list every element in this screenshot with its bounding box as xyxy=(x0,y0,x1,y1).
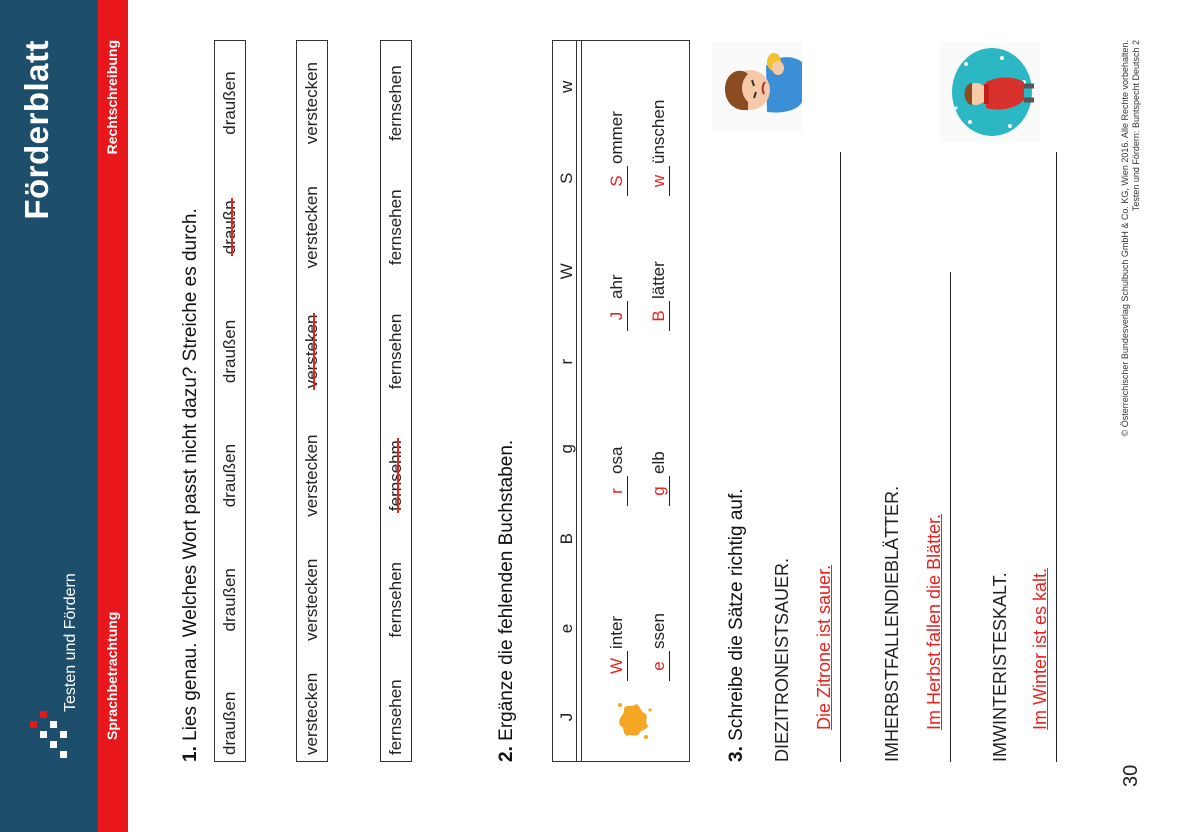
word-cell: draußen xyxy=(220,319,239,384)
word-row-1 xyxy=(214,40,246,762)
word-cell-struck[interactable] xyxy=(302,289,322,413)
fill-item: essen xyxy=(649,613,670,681)
word-cell: fernsehen xyxy=(386,561,405,638)
fill-item: rosa xyxy=(607,447,628,506)
copyright-footer xyxy=(1120,40,1142,436)
subject-right: Rechtschreibung xyxy=(104,40,120,155)
answer-blank[interactable]: e xyxy=(649,651,670,681)
answer-blank[interactable]: S xyxy=(607,166,628,196)
word-cell: draußen xyxy=(220,443,239,508)
letter: r xyxy=(557,358,576,365)
copyright-line: Testen und Fördern: Buntspecht Deutsch 2 xyxy=(1131,40,1141,212)
word-row-2 xyxy=(296,40,328,762)
letter: w xyxy=(557,80,576,94)
answer-blank[interactable]: W xyxy=(607,651,628,681)
task2-number: 2. xyxy=(496,746,517,762)
answer-sentence[interactable]: Im Herbst fallen die Blätter. xyxy=(924,513,944,730)
word-cell: fernsehen xyxy=(386,189,405,266)
word-cell: fernsehen xyxy=(386,313,405,390)
answer-line xyxy=(1056,152,1057,762)
answer-sentence[interactable]: Im Winter ist es kalt. xyxy=(1030,567,1050,730)
letter: e xyxy=(557,623,576,634)
word-cell: fernsehen xyxy=(386,65,405,141)
answer-sentence[interactable]: Die Zitrone ist sauer. xyxy=(814,564,834,730)
letter: B xyxy=(557,532,576,545)
jumbled-sentence: IMHERBSTFALLENDIEBLÄTTER. xyxy=(882,485,902,762)
task1-heading xyxy=(180,208,202,762)
answer-blank[interactable]: w xyxy=(649,166,670,196)
task3-heading xyxy=(726,488,748,762)
copyright-line: © Österreichischer Bundesverlag Schulbuch GmbH & Co. KG, Wien 2016. Alle Rechte vorbehalten. xyxy=(1120,40,1130,437)
struck-word: draußn xyxy=(220,200,239,255)
task2-heading xyxy=(496,440,518,762)
word-cell: draußen xyxy=(220,71,239,135)
letter: W xyxy=(557,263,576,280)
task3-number: 3. xyxy=(726,746,747,762)
page-number: 30 xyxy=(1120,764,1142,787)
task2-instruction: Ergänze die fehlenden Buchstaben. xyxy=(496,439,517,741)
jumbled-sentence: IMWINTERISTESKALT. xyxy=(990,572,1010,762)
answer-line xyxy=(950,272,951,762)
fill-item: wünschen xyxy=(649,100,670,196)
fill-item: Winter xyxy=(607,616,628,681)
answer-blank[interactable]: J xyxy=(607,301,628,331)
letter: g xyxy=(557,444,576,454)
winter-boy-illustration-icon xyxy=(940,42,1040,142)
fill-item: gelb xyxy=(649,451,670,506)
word-cell-struck[interactable] xyxy=(386,414,406,538)
task1-instruction: Lies genau. Welches Wort passt nicht dazu? Streiche es durch. xyxy=(180,208,201,741)
word-cell: verstecken xyxy=(302,672,321,755)
word-cell: verstecken xyxy=(302,434,321,517)
task3-instruction: Schreibe die Sätze richtig auf. xyxy=(726,488,747,741)
letter: J xyxy=(557,712,576,722)
fill-item: Jahr xyxy=(607,274,628,331)
task1-number: 1. xyxy=(180,746,201,762)
answer-blank[interactable]: g xyxy=(649,476,670,506)
brand-name: Testen und Fördern xyxy=(62,573,79,712)
word-cell: draußen xyxy=(220,691,239,755)
word-cell: draußen xyxy=(220,568,239,632)
struck-word: versteken xyxy=(302,314,321,389)
paint-splash-icon xyxy=(615,701,653,741)
word-cell: fernsehen xyxy=(386,679,405,755)
jumbled-sentence: DIEZITRONEISTSAUER. xyxy=(772,557,792,762)
word-cell: verstecken xyxy=(302,62,321,145)
answer-line xyxy=(840,152,841,762)
boy-lemon-illustration-icon xyxy=(712,42,802,132)
fill-item: Blätter xyxy=(649,261,670,331)
answer-blank[interactable]: r xyxy=(607,476,628,506)
brand-logo-icon xyxy=(22,718,72,758)
answer-blank[interactable]: B xyxy=(649,301,670,331)
word-cell-struck[interactable] xyxy=(220,165,240,289)
fill-in-box xyxy=(576,40,690,762)
page-title: Förderblatt xyxy=(18,40,55,220)
fill-item: Sommer xyxy=(607,111,628,196)
letter: S xyxy=(557,172,576,184)
word-cell: verstecken xyxy=(302,558,321,641)
struck-word: fernsehm xyxy=(386,440,405,512)
word-row-3 xyxy=(380,40,412,762)
subject-left: Sprachbetrachtung xyxy=(104,611,120,740)
word-cell: verstecken xyxy=(302,186,321,269)
